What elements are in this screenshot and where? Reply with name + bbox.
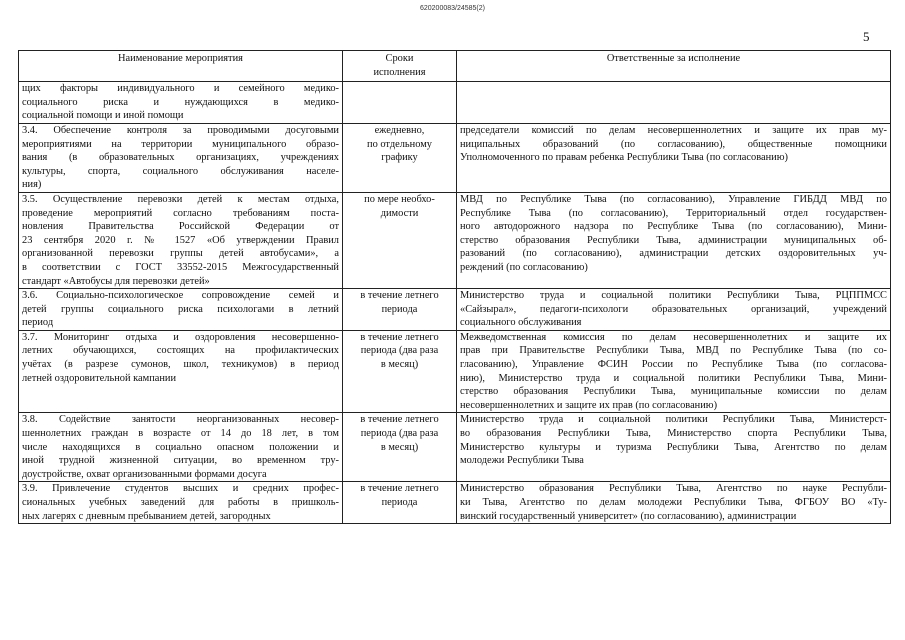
cell-line: молодежи Республики Тыва	[460, 455, 584, 467]
table-row	[19, 289, 891, 331]
cell-line: периода (два раза	[360, 428, 439, 440]
cell-line: ки Тыва, Агентство по делам молодежи Республики Тыва, ФГБОУ ВО «Ту-	[460, 497, 887, 508]
cell-line: щих факторы индивидуального и семейного медико-	[22, 83, 339, 95]
cell-line: иной трудной жизненной ситуации, во временном тру-	[22, 455, 339, 467]
cell-line: ежедневно,	[374, 124, 425, 136]
cell-line: вания (в образовательных организациях, учреждениях	[22, 152, 339, 164]
column-header-measure: Наименование мероприятия	[19, 51, 343, 82]
measure-cell	[19, 192, 343, 288]
measure-cell	[19, 123, 343, 192]
cell-line: прав при Правительстве Республики Тыва, МВД по Республике Тыва (по со-	[460, 345, 887, 357]
cell-line: ниципальных образований (по согласованию), общественные помощники	[460, 138, 887, 150]
responsible-cell	[457, 413, 891, 482]
table-row	[19, 413, 891, 482]
cell-line: председатели комиссий по делам несовершеннолетних и защите их прав му-	[460, 124, 887, 136]
measure-cell	[19, 82, 343, 124]
deadline-cell	[343, 330, 457, 413]
responsible-cell	[457, 82, 891, 124]
cell-line: в течение летнего	[360, 414, 439, 426]
deadline-cell	[343, 82, 457, 124]
table-row	[19, 82, 891, 124]
cell-line: организованной перевозки группы детей автобусами», а	[22, 248, 339, 260]
cell-line: летней оздоровительной кампании	[22, 372, 177, 384]
cell-line: Министерство культуры и туризма Республики Тыва, Агентство по делам	[460, 441, 887, 453]
deadline-cell	[343, 192, 457, 288]
cell-line: стерство образования Республики Тыва, муниципальные комиссии по делам	[460, 386, 887, 398]
table-row	[19, 192, 891, 288]
table-row	[19, 330, 891, 413]
cell-line: сиональных учебных заведений для работы в пришколь-	[22, 497, 339, 508]
cell-line: период	[22, 317, 54, 329]
responsible-cell	[457, 192, 891, 288]
cell-line: стандарт «Автобусы для перевозки детей»	[22, 275, 210, 287]
measures-table	[18, 50, 891, 524]
cell-line: винский государственный университет» (по согласованию), администрации	[460, 510, 797, 522]
cell-line: 3.6. Социально-психологическое сопровождение семей и	[22, 290, 339, 302]
cell-line: Министерство труда и социальной политики Республики Тыва, Министерст-	[460, 414, 887, 426]
cell-line: во образования Республики Тыва, Министерство спорта Республики Тыва,	[460, 428, 887, 440]
responsible-cell	[457, 289, 891, 331]
cell-line: учётах (в разрезе сумонов, школ, техникумов) в период	[22, 359, 339, 371]
cell-line: 3.7. Мониторинг отдыха и оздоровления несовершенно-	[22, 331, 339, 343]
column-header-deadline-line: Сроки	[385, 53, 414, 64]
measure-cell	[19, 330, 343, 413]
cell-line: 3.4. Обеспечение контроля за проводимыми досуговыми	[22, 124, 339, 136]
measure-cell	[19, 482, 343, 524]
cell-line: несовершеннолетних и защите их прав (по согласованию)	[460, 399, 718, 411]
cell-line: в месяц)	[380, 359, 419, 371]
cell-line: числе находящихся в социально опасном положении и	[22, 441, 339, 453]
cell-line: в соответствии с ГОСТ 33552-2015 Межгосударственный	[22, 261, 339, 273]
cell-line: нию), Министерство труда и социальной политики Республики Тыва, Мини-	[460, 372, 887, 384]
cell-line: социальной помощи и иной помощи	[22, 110, 184, 122]
cell-line: периода	[381, 497, 418, 508]
cell-line: 3.8. Содействие занятости неорганизованных несовер-	[22, 414, 339, 426]
column-header-responsible: Ответственные за исполнение	[457, 51, 891, 82]
cell-line: летних обучающихся, состоящих на профилактических	[22, 345, 339, 357]
cell-line: социального риска и нуждающихся в медико-	[22, 96, 339, 108]
responsible-cell	[457, 123, 891, 192]
cell-line: социального обслуживания	[460, 317, 582, 329]
cell-line: периода	[381, 303, 418, 315]
cell-line: гласованию), Управление ФСИН России по Республике Тыва (по согласова-	[460, 359, 887, 371]
cell-line: культуры, спорта, социального обслуживания населе-	[22, 165, 339, 177]
deadline-cell	[343, 482, 457, 524]
cell-line: Уполномоченного по правам ребенка Республики Тыва (по согласованию)	[460, 152, 788, 164]
deadline-cell	[343, 289, 457, 331]
cell-line: 3.5. Осуществление перевозки детей к местам отдыха,	[22, 193, 339, 205]
cell-line: мероприятиями на территории муниципального образо-	[22, 138, 339, 150]
cell-line: Министерство труда и социальной политики Республики Тыва, РЦППМСС	[460, 290, 887, 302]
cell-line: ния)	[22, 179, 42, 191]
cell-line: доустройстве, охват организованными формами досуга	[22, 468, 267, 480]
cell-line: проведение мероприятий согласно требованиям поста-	[22, 207, 339, 219]
cell-line: в месяц)	[380, 441, 419, 453]
cell-line: в течение летнего	[360, 331, 439, 343]
cell-line: 3.9. Привлечение студентов высших и средних профес-	[22, 483, 339, 495]
cell-line: «Сайзырал», педагоги-психологи образовательных организаций, учреждений	[460, 303, 887, 315]
cell-line: разований (по согласованию), администрации детских оздоровительных уч-	[460, 248, 887, 260]
document-id: 620200083/24585(2)	[419, 5, 485, 12]
cell-line: шеннолетних граждан в возрасте от 14 до 18 лет, в том	[22, 428, 339, 440]
measure-cell	[19, 289, 343, 331]
cell-line: 23 сентября 2020 г. № 1527 «Об утверждении Правил	[22, 234, 339, 246]
cell-line: детей группы социального риска психологами в летний	[22, 303, 339, 315]
cell-line: в течение летнего	[360, 290, 439, 302]
cell-line: димости	[380, 207, 419, 219]
cell-line: ных лагерях с дневным пребыванием детей, загородных	[22, 510, 271, 522]
cell-line: реждений (по согласованию)	[460, 261, 588, 273]
cell-line: новления Правительства Российской Федерации от	[22, 221, 339, 233]
table-row	[19, 123, 891, 192]
cell-line: в течение летнего	[360, 483, 439, 495]
cell-line: Министерство образования Республики Тыва, Агентство по науке Республи-	[460, 483, 887, 495]
column-header-deadline	[343, 51, 457, 82]
cell-line: по отдельному	[367, 138, 432, 150]
page-number: 5	[863, 29, 870, 44]
column-header-deadline-line: исполнения	[373, 66, 426, 78]
deadline-cell	[343, 413, 457, 482]
deadline-cell	[343, 123, 457, 192]
cell-line: Республике Тыва (по согласованию), Территориальный отдел государствен-	[460, 207, 887, 219]
cell-line: ного автодорожного надзора по Республике Тыва (по согласованию), Мини-	[460, 221, 887, 233]
cell-line: Межведомственная комиссия по делам несовершеннолетних и защите их	[460, 331, 887, 343]
responsible-cell	[457, 330, 891, 413]
table-body	[19, 82, 891, 524]
cell-line: МВД по Республике Тыва (по согласованию), Управление ГИБДД МВД по	[460, 193, 887, 205]
cell-line: стерство образования Республики Тыва, администрации муниципальных об-	[460, 234, 887, 246]
table-header-row	[19, 51, 891, 82]
responsible-cell	[457, 482, 891, 524]
cell-line: по мере необхо-	[364, 193, 435, 205]
cell-line: графику	[381, 152, 418, 164]
table-row	[19, 482, 891, 524]
measure-cell	[19, 413, 343, 482]
cell-line: периода (два раза	[360, 345, 439, 357]
